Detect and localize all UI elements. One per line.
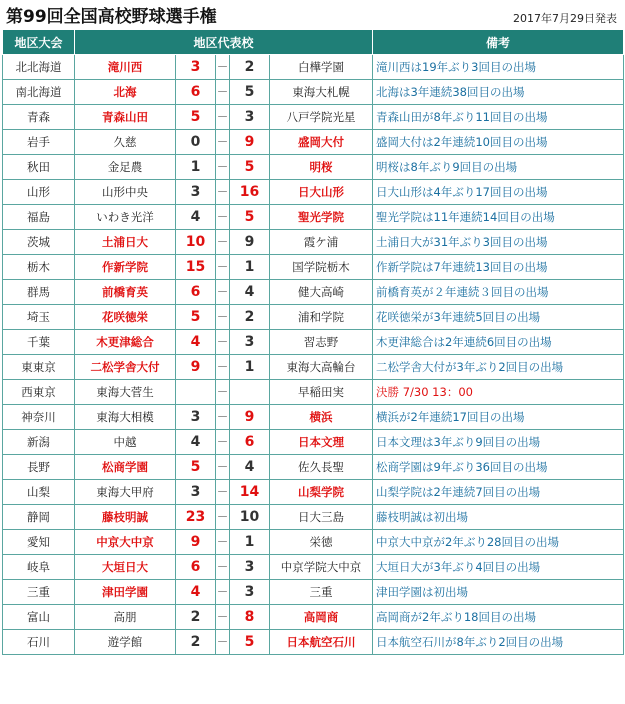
team2-cell: 白樺学園 xyxy=(270,55,373,80)
team2-cell: 日大三島 xyxy=(270,505,373,530)
note-cell: 作新学院は7年連続13回目の出場 xyxy=(373,255,624,280)
score2-cell: 1 xyxy=(230,255,270,280)
team2-cell: 高岡商 xyxy=(270,605,373,630)
team2-cell: 八戸学院光星 xyxy=(270,105,373,130)
score2-cell: 16 xyxy=(230,180,270,205)
region-cell: 福島 xyxy=(3,205,75,230)
score1-cell: 3 xyxy=(176,480,216,505)
table-row xyxy=(3,530,624,555)
score-separator: － xyxy=(216,155,230,180)
score2-cell: 1 xyxy=(230,355,270,380)
score-separator: － xyxy=(216,180,230,205)
score2-cell: 3 xyxy=(230,105,270,130)
table-row xyxy=(3,155,624,180)
team2-cell: 盛岡大付 xyxy=(270,130,373,155)
region-cell: 岐阜 xyxy=(3,555,75,580)
team1-cell: 滝川西 xyxy=(75,55,176,80)
score1-cell: 5 xyxy=(176,105,216,130)
score2-cell: 5 xyxy=(230,80,270,105)
table-row xyxy=(3,305,624,330)
region-cell: 愛知 xyxy=(3,530,75,555)
team2-cell: 横浜 xyxy=(270,405,373,430)
team2-cell: 山梨学院 xyxy=(270,480,373,505)
region-cell: 富山 xyxy=(3,605,75,630)
team1-cell: 作新学院 xyxy=(75,255,176,280)
score2-cell: 8 xyxy=(230,605,270,630)
table-row xyxy=(3,580,624,605)
score-separator: － xyxy=(216,305,230,330)
team1-cell: いわき光洋 xyxy=(75,205,176,230)
score2-cell: 3 xyxy=(230,330,270,355)
team2-cell: 早稲田実 xyxy=(270,380,373,405)
score2-cell: 4 xyxy=(230,280,270,305)
score1-cell: 15 xyxy=(176,255,216,280)
score1-cell xyxy=(176,380,216,405)
score2-cell: 2 xyxy=(230,305,270,330)
region-cell: 長野 xyxy=(3,455,75,480)
team1-cell: 二松学舎大付 xyxy=(75,355,176,380)
region-cell: 秋田 xyxy=(3,155,75,180)
score2-cell: 5 xyxy=(230,630,270,655)
note-cell: 明桜は8年ぶり9回目の出場 xyxy=(373,155,624,180)
table-row xyxy=(3,255,624,280)
note-cell: 聖光学院は11年連続14回目の出場 xyxy=(373,205,624,230)
team1-cell: 久慈 xyxy=(75,130,176,155)
region-cell: 西東京 xyxy=(3,380,75,405)
score2-cell: 6 xyxy=(230,430,270,455)
score1-cell: 9 xyxy=(176,355,216,380)
table-row xyxy=(3,630,624,655)
score-separator: － xyxy=(216,455,230,480)
note-cell: 盛岡大付は2年連続10回目の出場 xyxy=(373,130,624,155)
score1-cell: 23 xyxy=(176,505,216,530)
team2-cell: 浦和学院 xyxy=(270,305,373,330)
note-cell: 花咲徳栄が3年連続5回目の出場 xyxy=(373,305,624,330)
note-cell: 青森山田が8年ぶり11回目の出場 xyxy=(373,105,624,130)
region-cell: 岩手 xyxy=(3,130,75,155)
table-row xyxy=(3,405,624,430)
team1-cell: 中京大中京 xyxy=(75,530,176,555)
score-separator: － xyxy=(216,80,230,105)
team2-cell: 明桜 xyxy=(270,155,373,180)
team1-cell: 木更津総合 xyxy=(75,330,176,355)
score2-cell: 5 xyxy=(230,155,270,180)
team2-cell: 日大山形 xyxy=(270,180,373,205)
note-cell: 二松学舎大付が3年ぶり2回目の出場 xyxy=(373,355,624,380)
team2-cell: 三重 xyxy=(270,580,373,605)
team1-cell: 高朋 xyxy=(75,605,176,630)
note-cell: 日本航空石川が8年ぶり2回目の出場 xyxy=(373,630,624,655)
note-cell: 松商学園は9年ぶり36回目の出場 xyxy=(373,455,624,480)
score-separator: － xyxy=(216,280,230,305)
score2-cell: 1 xyxy=(230,530,270,555)
score1-cell: 1 xyxy=(176,155,216,180)
table-row xyxy=(3,505,624,530)
region-cell: 千葉 xyxy=(3,330,75,355)
score2-cell: 14 xyxy=(230,480,270,505)
team2-cell: 日本航空石川 xyxy=(270,630,373,655)
column-header-teams: 地区代表校 xyxy=(75,30,373,55)
note-cell: 北海は3年連続38回目の出場 xyxy=(373,80,624,105)
table-row xyxy=(3,455,624,480)
score-separator: － xyxy=(216,430,230,455)
team2-cell: 健大高崎 xyxy=(270,280,373,305)
score-separator: － xyxy=(216,205,230,230)
score2-cell: 9 xyxy=(230,230,270,255)
score-separator: － xyxy=(216,330,230,355)
table-row xyxy=(3,180,624,205)
score-separator: － xyxy=(216,405,230,430)
score-separator: － xyxy=(216,605,230,630)
score-separator: － xyxy=(216,580,230,605)
region-cell: 茨城 xyxy=(3,230,75,255)
score1-cell: 4 xyxy=(176,330,216,355)
score-separator: － xyxy=(216,55,230,80)
table-row xyxy=(3,55,624,80)
team1-cell: 松商学園 xyxy=(75,455,176,480)
table-row xyxy=(3,480,624,505)
score1-cell: 2 xyxy=(176,605,216,630)
team1-cell: 大垣日大 xyxy=(75,555,176,580)
table-row xyxy=(3,130,624,155)
table-row xyxy=(3,105,624,130)
score-separator: － xyxy=(216,630,230,655)
team2-cell: 佐久長聖 xyxy=(270,455,373,480)
table-row xyxy=(3,205,624,230)
region-cell: 南北海道 xyxy=(3,80,75,105)
score2-cell xyxy=(230,380,270,405)
team2-cell: 中京学院大中京 xyxy=(270,555,373,580)
page-header xyxy=(0,0,625,30)
region-cell: 東東京 xyxy=(3,355,75,380)
score-separator: － xyxy=(216,505,230,530)
note-cell: 日本文理は3年ぶり9回目の出場 xyxy=(373,430,624,455)
table-body xyxy=(3,55,624,655)
score1-cell: 0 xyxy=(176,130,216,155)
score1-cell: 4 xyxy=(176,430,216,455)
score2-cell: 3 xyxy=(230,580,270,605)
team1-cell: 花咲徳栄 xyxy=(75,305,176,330)
team2-cell: 日本文理 xyxy=(270,430,373,455)
region-cell: 石川 xyxy=(3,630,75,655)
score1-cell: 9 xyxy=(176,530,216,555)
region-cell: 栃木 xyxy=(3,255,75,280)
table-row xyxy=(3,605,624,630)
score-separator: － xyxy=(216,555,230,580)
results-table xyxy=(2,29,624,655)
score1-cell: 5 xyxy=(176,455,216,480)
team1-cell: 北海 xyxy=(75,80,176,105)
team2-cell: 習志野 xyxy=(270,330,373,355)
team2-cell: 栄徳 xyxy=(270,530,373,555)
note-cell: 津田学園は初出場 xyxy=(373,580,624,605)
score1-cell: 6 xyxy=(176,555,216,580)
table-row xyxy=(3,380,624,405)
score2-cell: 9 xyxy=(230,405,270,430)
table-row xyxy=(3,355,624,380)
note-cell: 横浜が2年連続17回目の出場 xyxy=(373,405,624,430)
column-header-notes: 備考 xyxy=(373,30,624,55)
region-cell: 山形 xyxy=(3,180,75,205)
team1-cell: 藤枝明誠 xyxy=(75,505,176,530)
note-cell: 高岡商が2年ぶり18回目の出場 xyxy=(373,605,624,630)
team1-cell: 遊学館 xyxy=(75,630,176,655)
team2-cell: 国学院栃木 xyxy=(270,255,373,280)
table-row xyxy=(3,555,624,580)
score-separator: － xyxy=(216,380,230,405)
region-cell: 三重 xyxy=(3,580,75,605)
score2-cell: 5 xyxy=(230,205,270,230)
region-cell: 群馬 xyxy=(3,280,75,305)
score1-cell: 4 xyxy=(176,205,216,230)
score2-cell: 2 xyxy=(230,55,270,80)
note-cell: 藤枝明誠は初出場 xyxy=(373,505,624,530)
note-cell: 前橋育英が２年連続３回目の出場 xyxy=(373,280,624,305)
team1-cell: 東海大菅生 xyxy=(75,380,176,405)
score1-cell: 3 xyxy=(176,55,216,80)
region-cell: 神奈川 xyxy=(3,405,75,430)
team1-cell: 金足農 xyxy=(75,155,176,180)
region-cell: 山梨 xyxy=(3,480,75,505)
score2-cell: 4 xyxy=(230,455,270,480)
score1-cell: 3 xyxy=(176,180,216,205)
region-cell: 新潟 xyxy=(3,430,75,455)
score2-cell: 3 xyxy=(230,555,270,580)
note-cell: 日大山形は4年ぶり17回目の出場 xyxy=(373,180,624,205)
team1-cell: 東海大甲府 xyxy=(75,480,176,505)
table-row xyxy=(3,330,624,355)
score2-cell: 10 xyxy=(230,505,270,530)
note-cell: 滝川西は19年ぶり3回目の出場 xyxy=(373,55,624,80)
note-cell: 決勝 7/30 13：00 xyxy=(373,380,624,405)
region-cell: 青森 xyxy=(3,105,75,130)
score1-cell: 10 xyxy=(176,230,216,255)
column-header-region: 地区大会 xyxy=(3,30,75,55)
score1-cell: 4 xyxy=(176,580,216,605)
table-row xyxy=(3,80,624,105)
team2-cell: 聖光学院 xyxy=(270,205,373,230)
team1-cell: 前橋育英 xyxy=(75,280,176,305)
team1-cell: 東海大相模 xyxy=(75,405,176,430)
region-cell: 北北海道 xyxy=(3,55,75,80)
region-cell: 埼玉 xyxy=(3,305,75,330)
table-row xyxy=(3,230,624,255)
team2-cell: 霞ケ浦 xyxy=(270,230,373,255)
table-row xyxy=(3,430,624,455)
note-cell: 大垣日大が3年ぶり4回目の出場 xyxy=(373,555,624,580)
team1-cell: 中越 xyxy=(75,430,176,455)
score-separator: － xyxy=(216,255,230,280)
team1-cell: 津田学園 xyxy=(75,580,176,605)
score-separator: － xyxy=(216,355,230,380)
score1-cell: 3 xyxy=(176,405,216,430)
score1-cell: 6 xyxy=(176,280,216,305)
region-cell: 静岡 xyxy=(3,505,75,530)
score1-cell: 2 xyxy=(176,630,216,655)
note-cell: 木更津総合は2年連続6回目の出場 xyxy=(373,330,624,355)
score2-cell: 9 xyxy=(230,130,270,155)
score-separator: － xyxy=(216,105,230,130)
score1-cell: 5 xyxy=(176,305,216,330)
team1-cell: 土浦日大 xyxy=(75,230,176,255)
note-cell: 中京大中京が2年ぶり28回目の出場 xyxy=(373,530,624,555)
score-separator: － xyxy=(216,530,230,555)
note-cell: 土浦日大が31年ぶり3回目の出場 xyxy=(373,230,624,255)
team1-cell: 青森山田 xyxy=(75,105,176,130)
table-header-row xyxy=(3,30,624,55)
publish-date: 2017年7月29日発表 xyxy=(513,12,617,25)
score1-cell: 6 xyxy=(176,80,216,105)
team1-cell: 山形中央 xyxy=(75,180,176,205)
team2-cell: 東海大高輪台 xyxy=(270,355,373,380)
score-separator: － xyxy=(216,480,230,505)
page-title: 第99回全国高校野球選手権 xyxy=(6,7,217,27)
table-row xyxy=(3,280,624,305)
score-separator: － xyxy=(216,130,230,155)
team2-cell: 東海大札幌 xyxy=(270,80,373,105)
score-separator: － xyxy=(216,230,230,255)
note-cell: 山梨学院は2年連続7回目の出場 xyxy=(373,480,624,505)
